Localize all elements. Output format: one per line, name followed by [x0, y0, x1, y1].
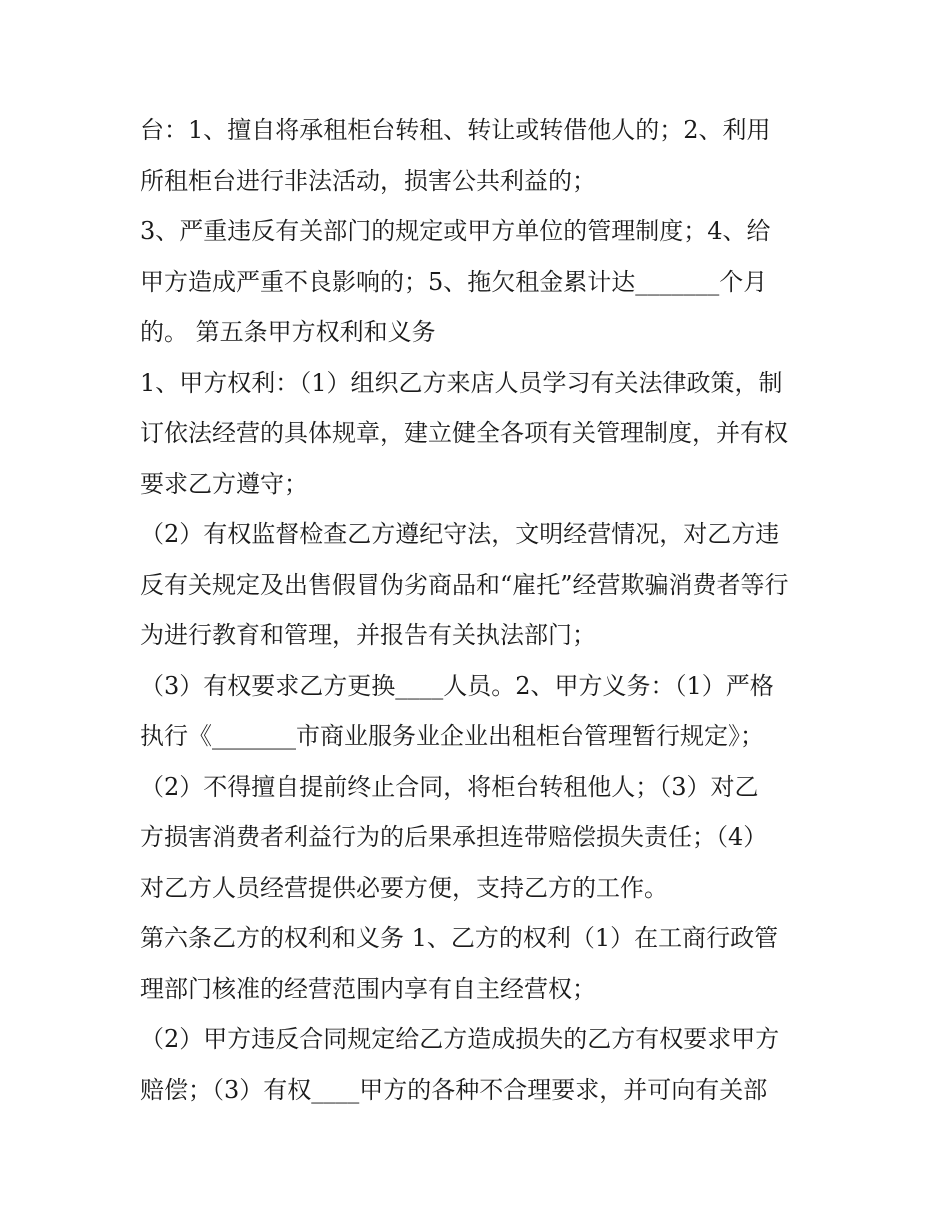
- text-line: 3、严重违反有关部门的规定或甲方单位的管理制度；4、给: [140, 217, 771, 245]
- contract-text-body: [140, 105, 830, 1115]
- text-line: 台：1、擅自将承租柜台转租、转让或转借他人的；2、利用: [140, 116, 771, 144]
- text-line: 对乙方人员经营提供必要方便，支持乙方的工作。: [140, 873, 668, 902]
- text-line: 1、甲方权利：（1）组织乙方来店人员学习有关法律政策，制: [140, 368, 783, 397]
- text-line: 订依法经营的具体规章，建立健全各项有关管理制度，并有权: [140, 419, 788, 447]
- text-line: 所租柜台进行非法活动，损害公共利益的；: [140, 166, 596, 195]
- text-line: 赔偿；（3）有权____甲方的各种不合理要求，并可向有关部: [140, 1075, 768, 1104]
- section-heading-line: 的。 第五条甲方权利和义务: [140, 318, 436, 346]
- section-heading-line: 第六条乙方的权利和义务 1、乙方的权利（1）在工商行政管: [140, 924, 779, 952]
- text-line: 理部门核准的经营范围内享有自主经营权；: [140, 974, 596, 1003]
- text-line: 甲方造成严重不良影响的；5、拖欠租金累计达_______个月: [140, 267, 768, 296]
- text-line: 方损害消费者利益行为的后果承担连带赔偿损失责任；（4）: [140, 823, 768, 851]
- text-line: 要求乙方遵守；: [140, 469, 308, 498]
- text-line: 执行《_______市商业服务业企业出租柜台管理暂行规定》；: [140, 722, 764, 750]
- text-line: （3）有权要求乙方更换____人员。2、甲方义务：（1）严格: [140, 671, 774, 700]
- text-line: （2）甲方违反合同规定给乙方造成损失的乙方有权要求甲方: [140, 1025, 780, 1053]
- text-line: 为进行教育和管理，并报告有关执法部门；: [140, 621, 596, 649]
- text-line: （2）有权监督检查乙方遵纪守法，文明经营情况，对乙方违: [140, 520, 780, 548]
- text-line: 反有关规定及出售假冒伪劣商品和“雇托”经营欺骗消费者等行: [140, 570, 789, 599]
- text-line: （2）不得擅自提前终止合同，将柜台转租他人；（3）对乙: [140, 772, 759, 801]
